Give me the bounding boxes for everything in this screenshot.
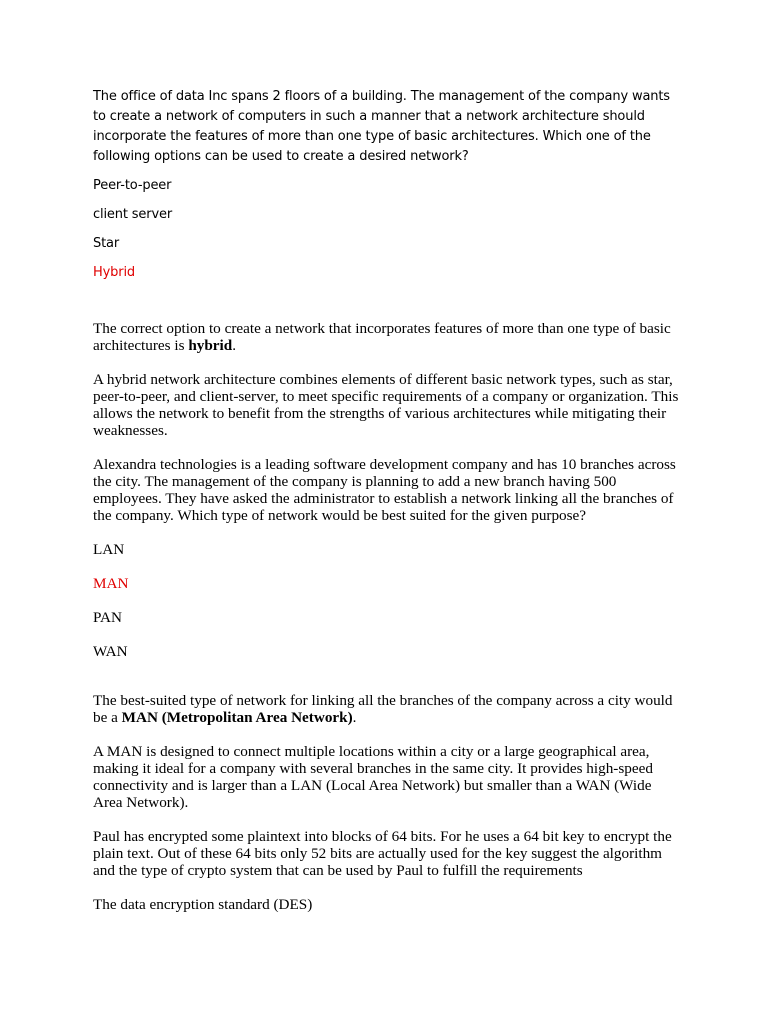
question-1-answer-bold: hybrid (188, 337, 233, 354)
question-2-option-pan: PAN (93, 609, 122, 626)
question-3-option-des: The data encryption standard (DES) (93, 896, 313, 913)
question-1-option-hybrid-correct: Hybrid (93, 265, 136, 280)
question-1-option-client-server: client server (93, 207, 173, 222)
question-1-text: The office of data Inc spans 2 floors of a building. The management of the company wants to create a network of computers in such a manner that a network architecture should incorporate the features of more than one type of basic architectures. Which one of the following options can be used to create a desired network? (93, 89, 670, 164)
question-2-detail: A MAN is designed to connect multiple locations within a city or a large geographical area, making it ideal for a company with several branches in the same city. It provides high-speed connectivity and is larger than a LAN (Local Area Network) but smaller than a WAN (Wide Area Network). (93, 743, 653, 811)
question-2-option-man-correct: MAN (93, 575, 129, 592)
question-3-text: Paul has encrypted some plaintext into blocks of 64 bits. For he uses a 64 bit key to encrypt the plain text. Out of these 64 bits only 52 bits are actually used for the key suggest the algorithm and the type of crypto system that can be used by Paul to fulfill the requirements (93, 828, 672, 879)
question-2-explanation: The best-suited type of network for linking all the branches of the company across a city would be a MAN (Metropolitan Area Network). (93, 692, 673, 726)
document-page (93, 87, 683, 913)
question-1-option-star: Star (93, 236, 120, 251)
question-1-explanation: The correct option to create a network that incorporates features of more than one type of basic architectures is hybrid. (93, 320, 671, 354)
question-2-text: Alexandra technologies is a leading software development company and has 10 branches across the city. The management of the company is planning to add a new branch having 500 employees. They have asked the administrator to establish a network linking all the branches of the company. Which type of network would be best suited for the given purpose? (93, 456, 676, 524)
question-1-detail: A hybrid network architecture combines elements of different basic network types, such as star, peer-to-peer, and client-server, to meet specific requirements of a company or organization. This allows the network to benefit from the strengths of various architectures while mitigating their weaknesses. (93, 371, 679, 439)
question-1-option-peer-to-peer: Peer-to-peer (93, 178, 172, 193)
question-2-answer-bold: MAN (Metropolitan Area Network) (121, 709, 353, 726)
question-2-option-wan: WAN (93, 643, 128, 660)
question-2-option-lan: LAN (93, 541, 125, 558)
